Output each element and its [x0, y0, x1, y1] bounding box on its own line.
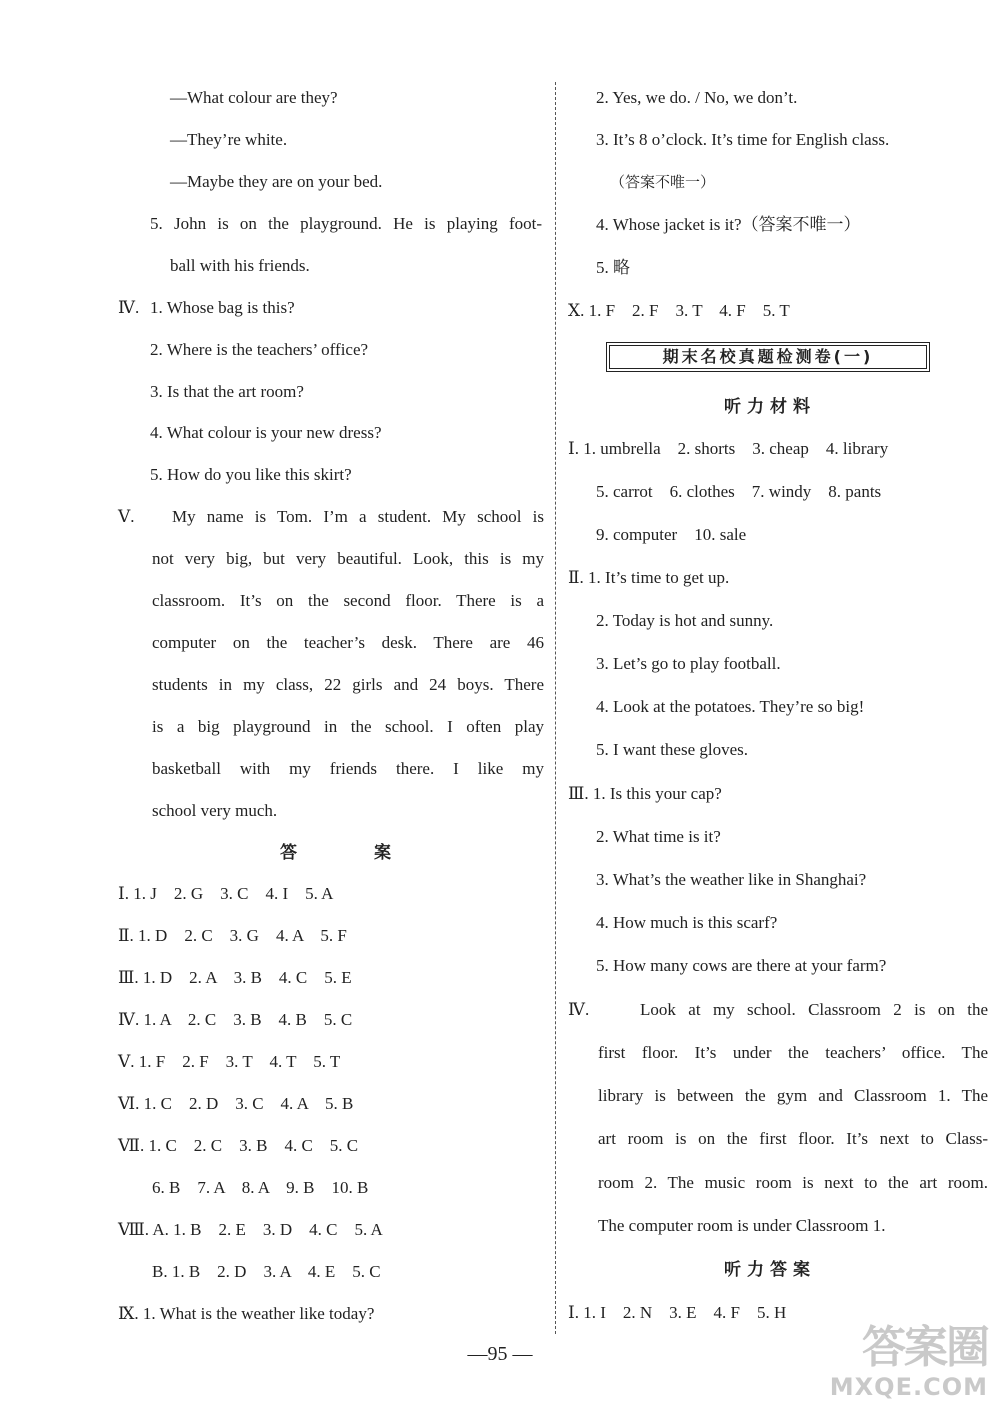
listening-line: 3. Let’s go to play football.: [596, 654, 781, 673]
passage-line: room 2. The music room is next to the art room.: [598, 1173, 988, 1192]
section-iv-label: Ⅳ.: [118, 298, 140, 317]
list-item: 2. Where is the teachers’ office?: [150, 340, 369, 359]
watermark-bottom: MXQE.COM: [829, 1373, 988, 1401]
answer-row: Ⅵ. 1. C 2. D 3. C 4. A 5. B: [118, 1094, 354, 1113]
list-item: 4. What colour is your new dress?: [150, 423, 382, 442]
answer-row: 6. B 7. A 8. A 9. B 10. B: [152, 1178, 369, 1197]
listening-line: 4. How much is this scarf?: [596, 913, 778, 932]
watermark-logo: [828, 1322, 988, 1414]
answer-row: Ⅴ. 1. F 2. F 3. T 4. T 5. T: [118, 1052, 341, 1071]
answer-row: Ⅲ. 1. D 2. A 3. B 4. C 5. E: [118, 968, 352, 987]
exam-title-box: 期末名校真题检测卷(一): [606, 342, 930, 372]
final-answers: Ⅰ. 1. I 2. N 3. E 4. F 5. H: [568, 1303, 787, 1322]
right-line: 3. It’s 8 o’clock. It’s time for English class.: [596, 130, 890, 149]
answer-row: Ⅶ. 1. C 2. C 3. B 4. C 5. C: [118, 1136, 359, 1155]
passage-line: first floor. It’s under the teachers’ office. The: [598, 1043, 988, 1062]
answer-row: Ⅱ. 1. D 2. C 3. G 4. A 5. F: [118, 926, 347, 945]
passage-line: The computer room is under Classroom 1.: [598, 1216, 886, 1235]
passage-line: students in my class, 22 girls and 24 boys. There: [152, 675, 544, 694]
right-line: 5. 略: [596, 258, 630, 277]
dialog-answer: —They’re white.: [170, 130, 288, 149]
listening-line: 3. What’s the weather like in Shanghai?: [596, 870, 867, 889]
answer-row: Ⅸ. 1. What is the weather like today?: [118, 1304, 375, 1323]
passage-line: Look at my school. Classroom 2 is on the: [640, 1000, 988, 1019]
right-line: Ⅹ. 1. F 2. F 3. T 4. F 5. T: [568, 301, 790, 320]
page-number: —95 —: [467, 1343, 533, 1365]
answer-row: Ⅷ. A. 1. B 2. E 3. D 4. C 5. A: [118, 1220, 383, 1239]
right-line: 4. Whose jacket is it?（答案不唯一）: [596, 215, 861, 234]
right-line: （答案不唯一）: [610, 173, 716, 191]
listening-heading: 听力材料: [724, 397, 816, 417]
dialog-comment: —Maybe they are on your bed.: [170, 172, 383, 191]
list-item: 5. How do you like this skirt?: [150, 465, 352, 484]
column-divider: [555, 82, 556, 1334]
passage-line: My name is Tom. I’m a student. My school is: [172, 507, 544, 526]
list-item: 1. Whose bag is this?: [150, 298, 295, 317]
passage-line: is a big playground in the school. I often play: [152, 717, 544, 736]
listening-line: 9. computer 10. sale: [596, 525, 747, 544]
dialog-question: —What colour are they?: [170, 88, 338, 107]
listening-line: Ⅲ. 1. Is this your cap?: [568, 784, 722, 803]
passage-line: school very much.: [152, 801, 278, 820]
right-line: 2. Yes, we do. / No, we don’t.: [596, 88, 798, 107]
answer-row: Ⅰ. 1. J 2. G 3. C 4. I 5. A: [118, 884, 334, 903]
passage-line: classroom. It’s on the second floor. There is a: [152, 591, 544, 610]
listening-line: 5. carrot 6. clothes 7. windy 8. pants: [596, 482, 882, 501]
answers-heading: 答 案: [280, 843, 421, 863]
listening-line: 2. Today is hot and sunny.: [596, 611, 774, 630]
list-item: 3. Is that the art room?: [150, 382, 304, 401]
watermark-top: 答案圈: [862, 1322, 988, 1373]
listening-line: Ⅱ. 1. It’s time to get up.: [568, 568, 730, 587]
passage-line: basketball with my friends there. I like my: [152, 759, 544, 778]
answer-row: Ⅳ. 1. A 2. C 3. B 4. B 5. C: [118, 1010, 353, 1029]
listening-line: Ⅰ. 1. umbrella 2. shorts 3. cheap 4. library: [568, 439, 889, 458]
passage-line: computer on the teacher’s desk. There are 46: [152, 633, 544, 652]
q5-line-2: ball with his friends.: [170, 256, 310, 275]
listening-answers-heading: 听力答案: [724, 1260, 816, 1280]
answer-row: B. 1. B 2. D 3. A 4. E 5. C: [152, 1262, 381, 1281]
passage-line: not very big, but very beautiful. Look, this is my: [152, 549, 544, 568]
listening-line: 4. Look at the potatoes. They’re so big!: [596, 697, 865, 716]
passage-line: art room is on the first floor. It’s next to Class-: [598, 1129, 988, 1148]
section-v-label: Ⅴ.: [118, 507, 135, 526]
listening-line: 5. How many cows are there at your farm?: [596, 956, 887, 975]
listening-line: 2. What time is it?: [596, 827, 721, 846]
q5-line-1: 5. John is on the playground. He is playing foot-: [150, 214, 542, 233]
passage-line: library is between the gym and Classroom 1. The: [598, 1086, 988, 1105]
listening-line: 5. I want these gloves.: [596, 740, 749, 759]
section-iv-label-right: Ⅳ.: [568, 1000, 590, 1019]
